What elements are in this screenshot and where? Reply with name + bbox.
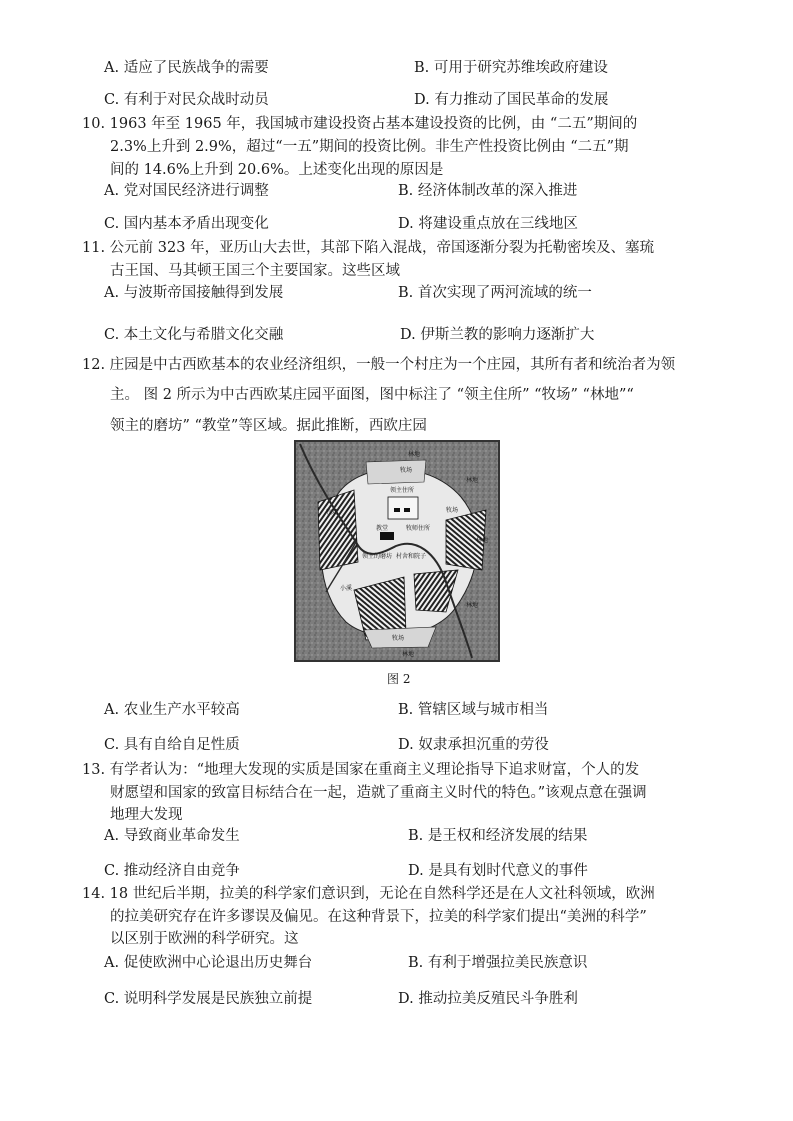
q10-option-b: B. 经济体制改革的深入推进	[398, 183, 578, 199]
q11-option-c: C. 本土文化与希腊文化交融	[104, 327, 284, 343]
q9-option-a: A. 适应了民族战争的需要	[104, 60, 269, 76]
q12-stem-line2: 主。 图 2 所示为中古西欧某庄园平面图，图中标注了 “领主住所” “牧场” “林地”“	[110, 387, 634, 403]
label-village: 村舍和院子	[396, 553, 427, 560]
q13-option-b: B. 是王权和经济发展的结果	[408, 828, 588, 844]
q14-option-b: B. 有利于增强拉美民族意识	[408, 955, 588, 971]
q10-option-c: C. 国内基本矛盾出现变化	[104, 216, 269, 232]
label-pasture-south: 牧场	[392, 635, 405, 642]
label-pasture-north: 牧场	[400, 467, 413, 474]
q14-stem-line2: 的拉美研究存在许多谬误及偏见。在这种背景下，拉美的科学家们提出“美洲的科学”	[110, 909, 647, 925]
q14-stem-line1: 14. 18 世纪后半期，拉美的科学家们意识到，无论在自然科学还是在人文社科领域，欧洲	[82, 886, 655, 902]
q12-option-c: C. 具有自给自足性质	[104, 737, 240, 753]
q12-stem-line1: 12. 庄园是中古西欧基本的农业经济组织，一般一个村庄为一个庄园，其所有者和统治者为领	[82, 357, 676, 373]
label-forest-bottom: 林地	[402, 651, 415, 658]
label-lord-house: 领主住所	[390, 487, 415, 494]
q14-option-a: A. 促使欧洲中心论退出历史舞台	[104, 955, 313, 971]
q10-option-d: D. 将建设重点放在三线地区	[398, 216, 578, 232]
q9-option-c: C. 有利于对民众战时动员	[104, 92, 269, 108]
q13-option-c: C. 推动经济自由竞争	[104, 863, 240, 879]
q14-option-c: C. 说明科学发展是民族独立前提	[104, 991, 313, 1007]
figure-caption: 图 2	[387, 672, 411, 686]
q13-option-a: A. 导致商业革命发生	[104, 828, 240, 844]
q10-stem-line1: 10. 1963 年至 1965 年，我国城市建设投资占基本建设投资的比例，由 “二五”期间的	[82, 116, 638, 132]
q12-option-b: B. 管辖区域与城市相当	[398, 702, 549, 718]
label-forest-southeast: 林地	[466, 602, 479, 609]
q13-stem-line1: 13. 有学者认为：“地理大发现的实质是国家在重商主义理论指导下追求财富，个人的发	[82, 762, 640, 778]
label-pasture-west: 牧场	[326, 509, 339, 516]
q9-option-d: D. 有力推动了国民革命的发展	[414, 92, 609, 108]
q13-stem-line2: 财愿望和国家的致富目标结合在一起，造就了重商主义时代的特色。”该观点意在强调	[110, 785, 647, 801]
q10-stem-line3: 间的 14.6%上升到 20.6%。上述变化出现的原因是	[110, 162, 444, 178]
q14-stem-line3: 以区别于欧洲的科学研究。这	[110, 931, 299, 947]
q10-stem-line2: 2.3%上升到 2.9%，超过“一五”期间的投资比例。非生产性投资比例由 “二五”期	[110, 139, 629, 155]
q10-option-a: A. 党对国民经济进行调整	[104, 183, 269, 199]
q12-stem-line3: 领主的磨坊” “教堂”等区域。据此推断，西欧庄园	[110, 418, 427, 434]
label-forest-top: 林地	[408, 451, 421, 458]
label-pastor-house: 牧师住所	[406, 525, 431, 532]
label-forest-right: 林地	[466, 477, 479, 484]
manor-plan-map	[296, 442, 498, 660]
q11-stem-line1: 11. 公元前 323 年，亚历山大去世，其部下陷入混战，帝国逐渐分裂为托勒密埃及、塞琉	[82, 240, 655, 256]
q14-option-d: D. 推动拉美反殖民斗争胜利	[398, 991, 578, 1007]
label-pasture-east: 牧场	[446, 507, 459, 514]
label-forest-east: 林地	[476, 537, 489, 544]
q11-stem-line2: 古王国、马其顿王国三个主要国家。这些区域	[110, 263, 400, 279]
q13-stem-line3: 地理大发现	[110, 807, 183, 823]
q11-option-d: D. 伊斯兰教的影响力逐渐扩大	[400, 327, 595, 343]
q12-option-a: A. 农业生产水平较高	[104, 702, 240, 718]
label-church: 教堂	[376, 525, 389, 532]
label-lord-mill: 领主的磨坊	[362, 553, 393, 560]
q13-option-d: D. 是具有划时代意义的事件	[408, 863, 588, 879]
label-stream: 小溪	[340, 585, 353, 592]
q9-option-b: B. 可用于研究苏维埃政府建设	[414, 60, 608, 76]
q11-option-a: A. 与波斯帝国接触得到发展	[104, 285, 284, 301]
q12-option-d: D. 奴隶承担沉重的劳役	[398, 737, 549, 753]
manor-plan-figure	[294, 440, 500, 662]
q11-option-b: B. 首次实现了两河流域的统一	[398, 285, 592, 301]
